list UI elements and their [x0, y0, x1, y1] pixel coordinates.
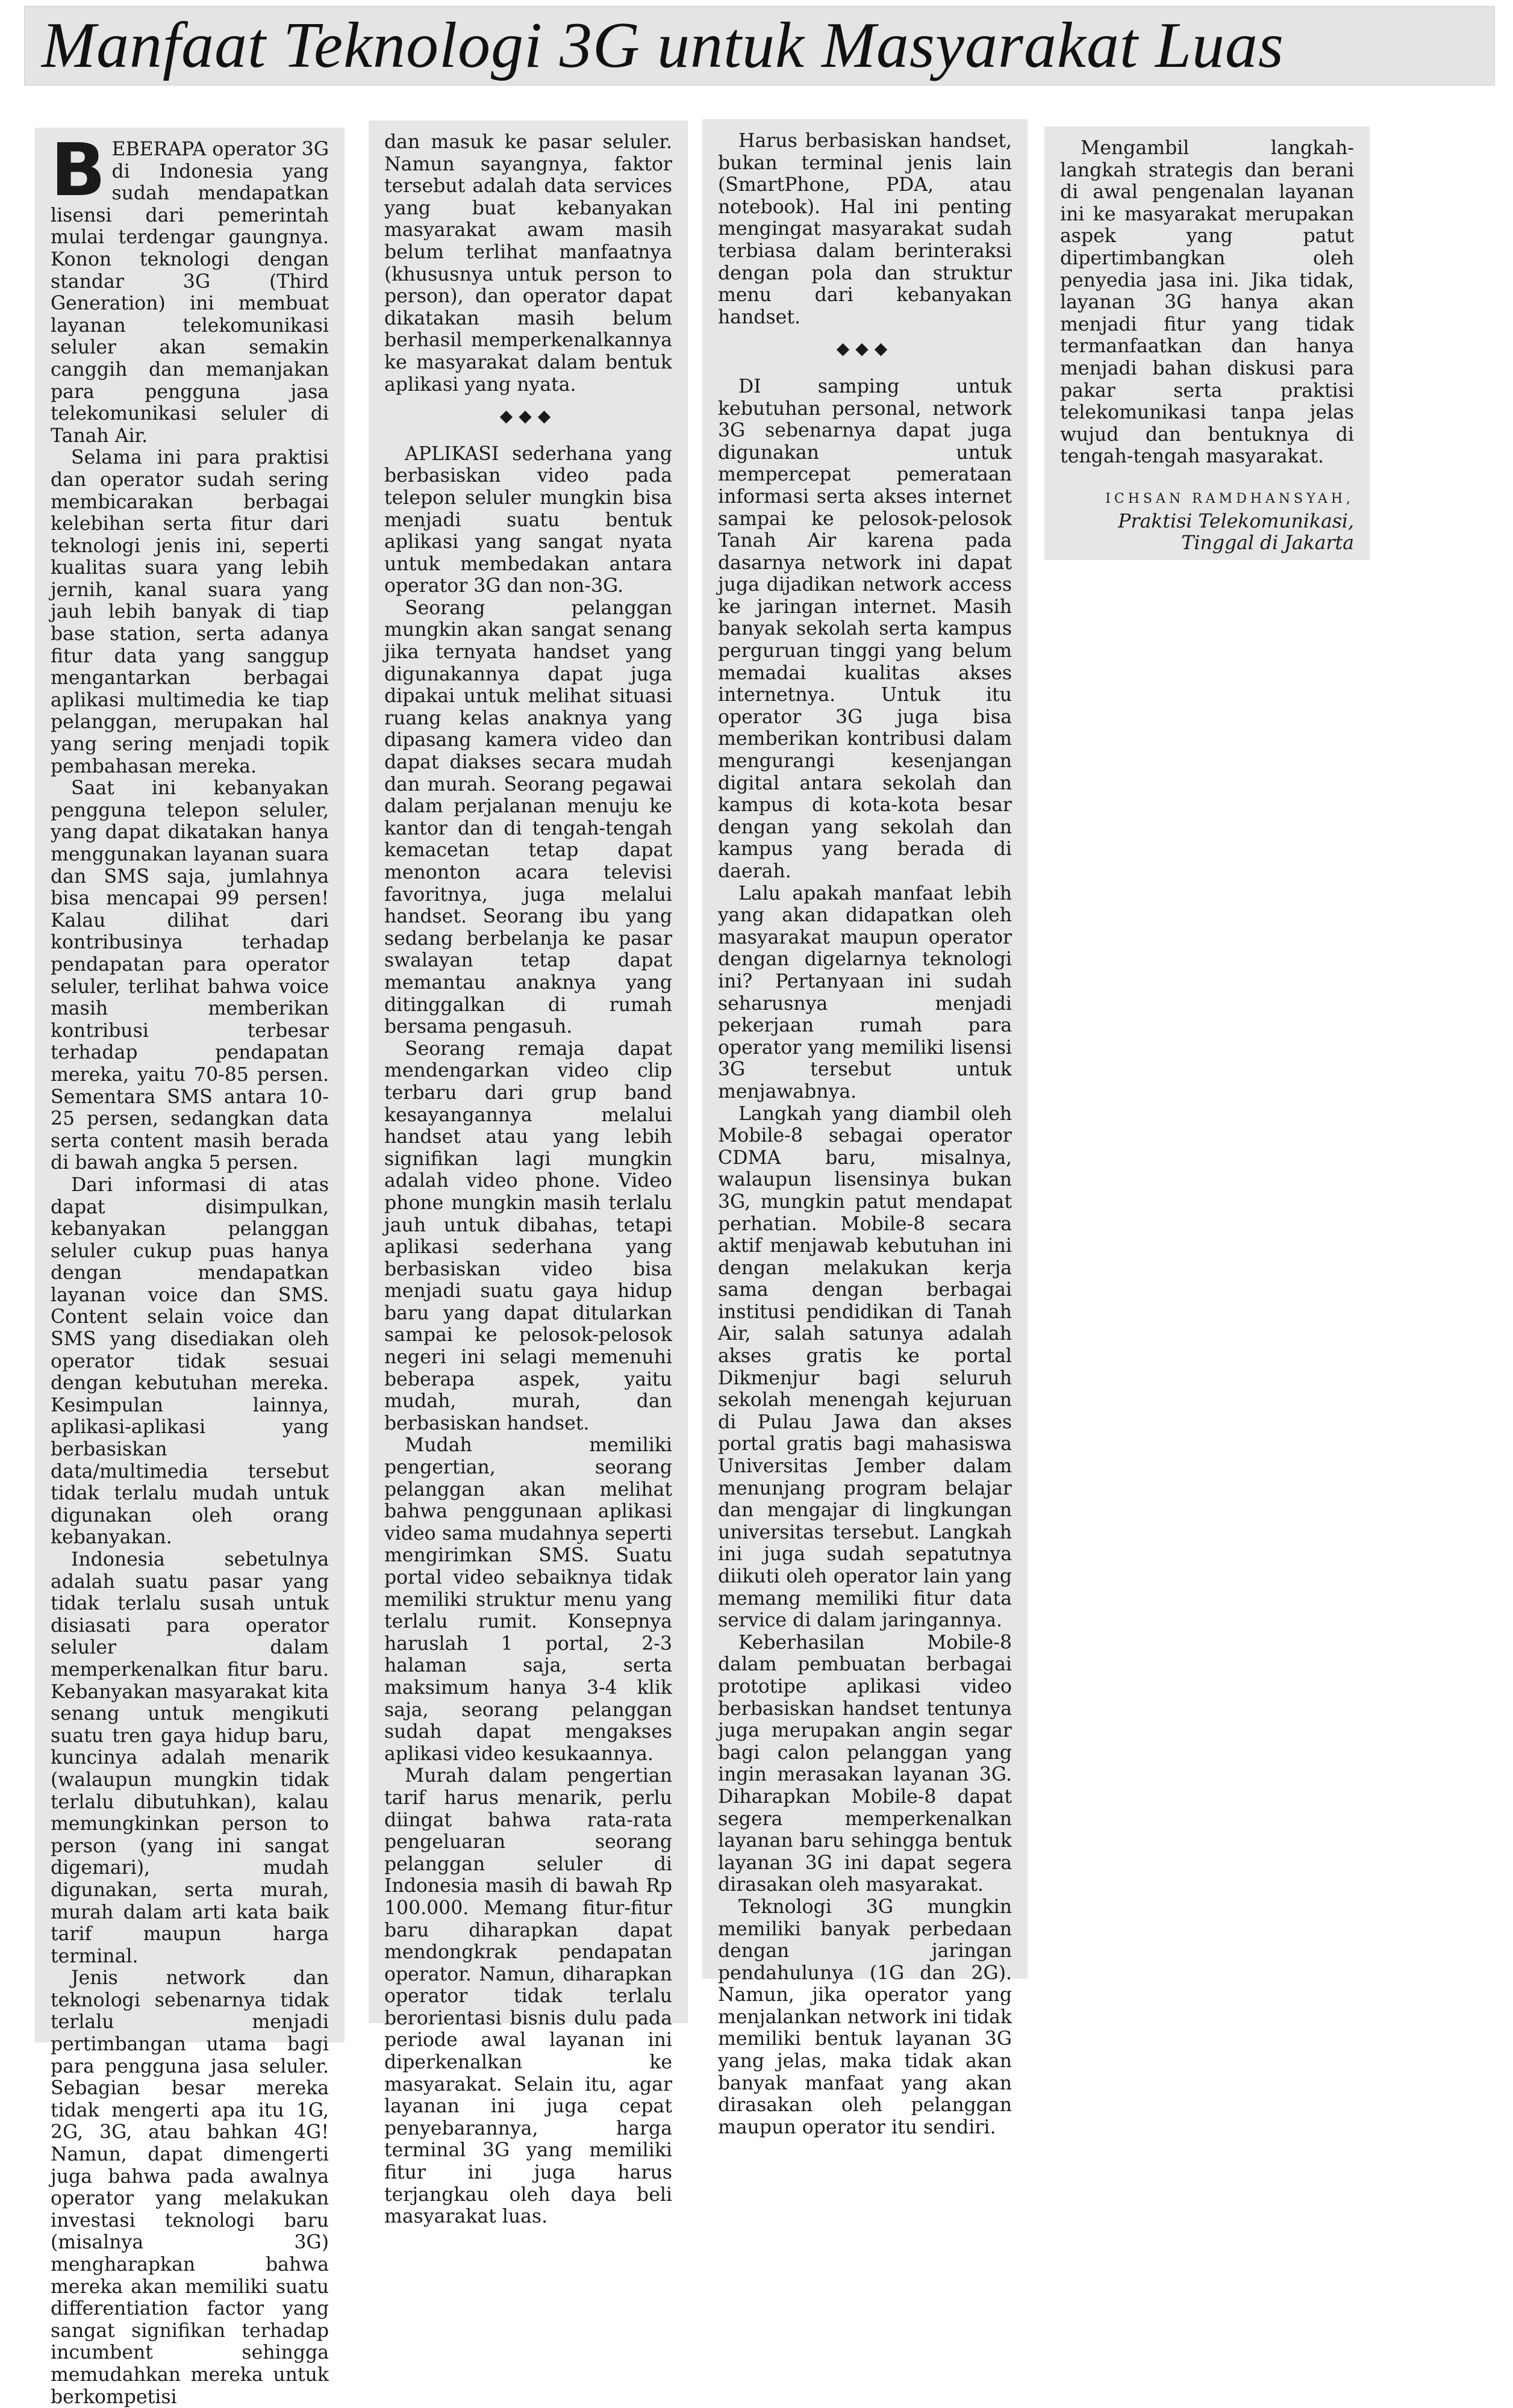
paragraph-text: Dari informasi di atas dapat disimpulkan, kebanyakan pelanggan seluler cukup puas hanya dengan mendapatkan layanan voice dan SMS. Content selain voice dan SMS yang disediakan oleh operator tidak sesuai dengan kebutuhan mereka. Kesimpulan lainnya, aplikasi-aplikasi yang berbasiskan data/multimedia tersebut tidak terlalu mudah untuk digunakan oleh orang kebanyakan.: [51, 1174, 329, 1549]
article-paragraph: [718, 376, 1012, 883]
article-paragraph: [384, 1038, 672, 1435]
article-paragraph: [1060, 137, 1354, 468]
paragraph-text: Jenis network dan teknologi sebenarnya tidak terlalu menjadi pertimbangan utama bagi para pengguna jasa seluler. Sebagian besar mereka tidak mengerti apa itu 1G, 2G, 3G, atau bahkan 4G! Namun, dapat dimengerti juga bahwa pada awalnya operator yang melakukan investasi teknologi baru (misalnya 3G) mengharapkan bahwa mereka akan memiliki suatu differentiation factor yang sangat signifikan terhadap incumbent sehingga memudahkan mereka untuk berkompetisi: [51, 1967, 329, 2408]
article-paragraph: [51, 777, 329, 1174]
paragraph-text: Harus berbasiskan handset, bukan terminal jenis lain (SmartPhone, PDA, atau notebook). Hal ini penting mengingat masyarakat sudah terbiasa dalam berinteraksi dengan pola dan struktur menu dari kebanyakan handset.: [718, 130, 1012, 328]
article-paragraph: [718, 1632, 1012, 1896]
paragraph-text: Murah dalam pengertian tarif harus menarik, perlu diingat bahwa rata-rata pengeluaran seorang pelanggan seluler di Indonesia masih di bawah Rp 100.000. Memang fitur-fitur baru diharapkan dapat mendongkrak pendapatan operator. Namun, diharapkan operator tidak terlalu berorientasi bisnis dulu pada periode awal layanan ini diperkenalkan ke masyarakat. Selain itu, agar layanan ini juga cepat penyebarannya, harga terminal 3G yang memiliki fitur ini juga harus terjangkau oleh daya beli masyarakat luas.: [384, 1765, 672, 2228]
drop-cap: B: [51, 129, 106, 213]
paragraph-text: Indonesia sebetulnya adalah suatu pasar yang tidak terlalu susah untuk disiasati para operator seluler dalam memperkenalkan fitur baru. Kebanyakan masyarakat kita senang untuk mengikuti suatu tren gaya hidup baru, kuncinya adalah menarik (walaupun mungkin tidak terlalu dibutuhkan), kalau memungkinkan person to person (yang ini sangat digemari), mudah digunakan, serta murah, murah dalam arti kata baik tarif maupun harga terminal.: [51, 1549, 329, 1967]
author-byline: [1060, 488, 1354, 555]
article-paragraph: [718, 883, 1012, 1103]
paragraph-text: Keberhasilan Mobile-8 dalam pembuatan berbagai prototipe aplikasi video berbasiskan handset tentunya juga merupakan angin segar bagi calon pelanggan yang ingin merasakan layanan 3G. Diharapkan Mobile-8 dapat segera memperkenalkan layanan baru sehingga bentuk layanan 3G ini dapat segera dirasakan oleh masyarakat.: [718, 1631, 1012, 1896]
headline-banner: [24, 6, 1495, 86]
paragraph-text: operator 3G di Indonesia yang sudah mendapatkan lisensi dari pemerintah mulai terdengar gaungnya. Konon teknologi dengan standar 3G (Third Generation) ini membuat layanan telekomunikasi seluler akan semakin canggih dan memanjakan para pengguna jasa telekomunikasi seluler di Tanah Air.: [51, 138, 329, 447]
paragraph-text: Seorang remaja dapat mendengarkan video clip terbaru dari grup band kesayangannya melalui handset atau yang lebih signifikan lagi mungkin adalah video phone. Video phone mungkin masih terlalu jauh untuk dibahas, tetapi aplikasi sederhana yang berbasiskan video bisa menjadi suatu gaya hidup baru yang dapat ditularkan sampai ke pelosok-pelosok negeri ini selagi memenuhi beberapa aspek, yaitu mudah, murah, dan berbasiskan handset.: [384, 1038, 672, 1434]
author-name: ICHSAN RAMDHANSYAH,: [1105, 491, 1354, 506]
article-column-1: [35, 128, 345, 2408]
article-paragraph: [384, 1765, 672, 2227]
paragraph-text: Langkah yang diambil oleh Mobile-8 sebagai operator CDMA baru, misalnya, walaupun lisensinya bukan 3G, mungkin patut mendapat perhatian. Mobile-8 secara aktif menjawab kebutuhan ini dengan melakukan kerja sama dengan berbagai institusi pendidikan di Tanah Air, salah satunya adalah akses gratis ke portal Dikmenjur bagi seluruh sekolah menengah kejuruan di Pulau Jawa dan akses portal gratis bagi mahasiswa Universitas Jember dalam menunjang program belajar dan mengajar di lingkungan universitas tersebut. Langkah ini juga sudah sepatutnya diikuti oleh operator lain yang memang memiliki fitur data service di dalam jaringannya.: [718, 1103, 1012, 1632]
paragraph-text: Mudah memiliki pengertian, seorang pelanggan akan melihat bahwa penggunaan aplikasi video sama mudahnya seperti mengirimkan SMS. Suatu portal video sebaiknya tidak memiliki struktur menu yang terlalu rumit. Konsepnya haruslah 1 portal, 2-3 halaman saja, serta maksimum hanya 3-4 klik saja, seorang pelanggan sudah dapat mengakses aplikasi video kesukaannya.: [384, 1434, 672, 1765]
article-column-2: [369, 120, 688, 2228]
article-column-3: [702, 119, 1028, 2138]
section-separator: ◆◆◆: [836, 338, 894, 359]
article-paragraph: [384, 1434, 672, 1765]
article-paragraph: [384, 131, 672, 396]
author-location: Tinggal di Jakarta: [1181, 532, 1354, 555]
article-paragraph: [51, 1174, 329, 1549]
paragraph-text: sederhana yang berbasiskan video pada telepon seluler mungkin bisa menjadi suatu bentuk aplikasi yang sangat nyata untuk membedakan antara operator 3G dan non-3G.: [384, 443, 672, 597]
article-column-4: [1044, 126, 1370, 560]
article-paragraph: [51, 1967, 329, 2408]
author-role: Praktisi Telekomunikasi,: [1118, 510, 1354, 532]
lead-word: APLIKASI: [405, 443, 499, 465]
article-paragraph: [51, 447, 329, 777]
paragraph-text: Teknologi 3G mungkin memiliki banyak perbedaan dengan jaringan pendahulunya (1G dan 2G). Namun, jika operator yang menjalankan network ini tidak memiliki bentuk layanan 3G yang jelas, maka tidak akan banyak manfaat yang akan dirasakan oleh pelanggan maupun operator itu sendiri.: [718, 1896, 1012, 2138]
paragraph-text: Selama ini para praktisi dan operator sudah sering membicarakan berbagai kelebihan serta fitur dari teknologi jenis ini, seperti kualitas suara yang lebih jernih, kanal suara yang jauh lebih banyak di tiap base station, serta adanya fitur data yang sanggup mengantarkan berbagai aplikasi multimedia ke tiap pelanggan, merupakan hal yang sering menjadi topik pembahasan mereka.: [51, 447, 329, 777]
paragraph-text: Saat ini kebanyakan pengguna telepon seluler, yang dapat dikatakan hanya menggunakan layanan suara dan SMS saja, jumlahnya bisa mencapai 99 persen! Kalau dilihat dari kontribusinya terhadap pendapatan para operator seluler, terlihat bahwa voice masih memberikan kontribusi terbesar terhadap pendapatan mereka, yaitu 70-85 persen. Sementara SMS antara 10-25 persen, sedangkan data serta content masih berada di bawah angka 5 persen.: [51, 777, 329, 1174]
paragraph-text: DI samping untuk kebutuhan personal, network 3G sebenarnya dapat juga digunakan untuk mempercepat pemerataan informasi serta akses internet sampai ke pelosok-pelosok Tanah Air karena pada dasarnya network ini dapat juga dijadikan network access ke jaringan internet. Masih banyak sekolah serta kampus perguruan tinggi yang belum memadai kualitas akses internetnya. Untuk itu operator 3G juga bisa memberikan kontribusi dalam mengurangi kesenjangan digital antara sekolah dan kampus di kota-kota besar dengan yang sekolah dan kampus yang berada di daerah.: [718, 375, 1012, 882]
lead-word: EBERAPA: [111, 138, 207, 160]
article-paragraph: [51, 129, 329, 447]
article-paragraph: [718, 1896, 1012, 2139]
paragraph-text: Mengambil langkah-langkah strategis dan berani di awal pengenalan layanan ini ke masyarakat merupakan aspek yang patut dipertimbangkan oleh penyedia jasa ini. Jika tidak, layanan 3G hanya akan menjadi fitur yang tidak termanfaatkan dan hanya menjadi bahan diskusi para pakar serta praktisi telekomunikasi tanpa jelas wujud dan bentuknya di tengah-tengah masyarakat.: [1060, 137, 1354, 468]
paragraph-text: Lalu apakah manfaat lebih yang akan didapatkan oleh masyarakat maupun operator dengan digelarnya teknologi ini? Pertanyaan ini sudah seharusnya menjadi pekerjaan rumah para operator yang memiliki lisensi 3G tersebut untuk menjawabnya.: [718, 882, 1012, 1103]
article-paragraph: [51, 1549, 329, 1967]
article-paragraph: [718, 130, 1012, 328]
article-paragraph: [384, 597, 672, 1038]
paragraph-text: dan masuk ke pasar seluler. Namun sayangnya, faktor tersebut adalah data services yang buat kebanyakan masyarakat awam masih belum terlihat manfaatnya (khususnya untuk person to person), dan operator dapat dikatakan masih belum berhasil memperkenalkannya ke masyarakat dalam bentuk aplikasi yang nyata.: [384, 131, 672, 396]
section-separator: ◆◆◆: [499, 406, 557, 426]
article-paragraph: [718, 1103, 1012, 1632]
article-headline: Manfaat Teknologi 3G untuk Masyarakat Luas: [42, 10, 1284, 81]
paragraph-text: Seorang pelanggan mungkin akan sangat senang jika ternyata handset yang digunakannya dapat juga dipakai untuk melihat situasi ruang kelas anaknya yang dipasang kamera video dan dapat diakses secara mudah dan murah. Seorang pegawai dalam perjalanan menuju ke kantor dan di tengah-tengah kemacetan tetap dapat menonton acara televisi favoritnya, juga melalui handset. Seorang ibu yang sedang berbelanja ke pasar swalayan tetap dapat memantau anaknya yang ditinggalkan di rumah bersama pengasuh.: [384, 597, 672, 1038]
article-paragraph: [384, 443, 672, 597]
